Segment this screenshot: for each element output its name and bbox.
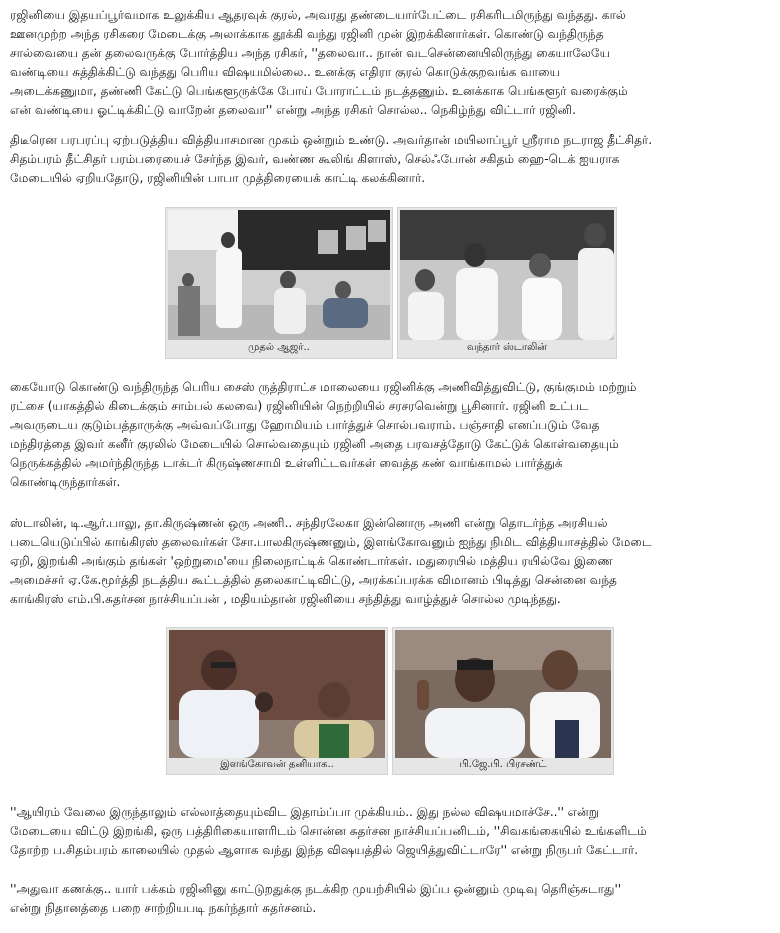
photo-caption-first-arrival: முதல் ஆஜர்.. (248, 342, 310, 353)
photo-elangovan (169, 630, 385, 758)
photo-bjp (395, 630, 611, 758)
photo-caption-stalin: வந்தார் ஸ்டாலின் (467, 342, 547, 353)
photo-card-first-arrival (165, 207, 393, 359)
paragraph-dikshitar: திடீரென பரபரப்பு ஏற்படுத்திய வித்தியாசமான முகம் ஒன்றும் உண்டு. அவர்தான் மயிலாப்பூர் ஸ்ரீராம நடராஜ தீட்சிதர். சிதம்பரம் தீட்சிதர் பரம்பரையைச் சேர்ந்த இவர், வண்ண கூலிங் கிளாஸ், செல்ஃபோன் சகிதம் ஹை-டெக் ஐயராக மேடையில் ஏறியதோடு, ரஜினியின் பாபா முத்திரையைக் காட்டி கலக்கினார். (10, 133, 652, 185)
photo-caption-bjp: பி.ஜே.பி. பிரசண்ட் (459, 759, 547, 770)
paragraph-fan-support: ரஜினியை இதயப்பூர்வமாக உலுக்கிய ஆதரவுக் குரல், அவரது தண்டையார்பேட்டை ரசிகரிடமிருந்து வந்தது. கால் ஊனமுற்ற அந்த ரசிகரை மேடைக்கு அலாக்காக தூக்கி வந்து ரஜினி முன் இறக்கினார்கள். கொண்டு வந்திருந்த சால்வையை தன் தலைவருக்கு போர்த்திய அந்த ரசிகர், ''தலைவா.. நான் வடசென்னையிலிருந்து கையாலேயே வண்டியை சுத்திக்கிட்டு வந்தது பெரிய விஷயமில்லை.. உனக்கு எதிரா குரல் கொடுக்குறவங்க வாயை அடைக்கணுமா, தண்ணி கேட்டு பெங்களூருக்கே போய் போராட்டம் நடத்தணும். உனக்காக பெங்களூர் வரைக்கும் என் வண்டியை ஓட்டிக்கிட்டு வாறேன் தலைவா'' என்று அந்த ரசிகர் சொல்ல.. நெகிழ்ந்து விட்டார் ரஜினி. (10, 8, 628, 117)
paragraph-sudarsanam-quote: ''ஆயிரம் வேலை இருந்தாலும் எல்லாத்தையும்விட இதாம்ப்பா முக்கியம்.. இது நல்ல விஷயமாச்சே..'' என்று மேடையை விட்டு இறங்கி, ஒரு பத்திரிகையாளரிடம் சொன்ன சுதர்சன நாச்சியப்பனிடம், ''சிவகங்கையில் உங்களிடம் தோற்ற ப.சிதம்பரம் காலையில் முதல் ஆளாக வந்து இந்த விஷயத்தில் ஜெயித்துவிட்டாரே'' என்று நிருபர் கேட்டார். (10, 805, 647, 857)
photo-card-bjp (392, 627, 614, 775)
paragraph-rudraksha: கையோடு கொண்டு வந்திருந்த பெரிய சைஸ் ருத்திராட்ச மாலையை ரஜினிக்கு அணிவித்துவிட்டு, குங்குமம் மற்றும் ரட்சை (யாகத்தில் கிடைக்கும் சாம்பல் கலவை) ரஜினியின் நெற்றியில் சரசரவென்று பூசினார். ரஜினி உட்பட அவருடைய குடும்பத்தாருக்கு அவ்வப்போது ஹோமியம் பார்த்துச் சொல்பவராம். பஞ்சாதி எனப்படும் வேத மந்திரத்தை இவர் கனீர் குரலில் மேடையில் சொல்வதையும் ரஜினி அதை பரவசத்தோடு கேட்டுக் கொள்வதையும் நெருக்கத்தில் அமர்ந்திருந்த டாக்டர் கிருஷ்ணசாமி உள்ளிட்டவர்கள் வைத்த கண் வாங்காமல் பார்த்துக் கொண்டிருந்தார்கள். (10, 380, 637, 489)
photo-first-arrival (168, 210, 390, 340)
paragraph-sudarsanam-reply: ''அதுவா கணக்கு.. யார் பக்கம் ரஜினினு காட்டுறதுக்கு நடக்கிற முயற்சியில் இப்ப ஒன்னும் முடிவு தெரிஞ்சுடாது'' என்று நிதானத்தை பறை சாற்றியபடி நகர்ந்தார் சுதர்சனம். (10, 882, 621, 915)
paragraph-politicians: ஸ்டாலின், டி.ஆர்.பாலு, தா.கிருஷ்ணன் ஒரு அணி.. சந்திரலேகா இன்னொரு அணி என்று தொடர்ந்த அரசியல் படையெடுப்பில் காங்கிரஸ் தலைவர்கள் சோ.பாலகிருஷ்ணனும், இளங்கோவனும் ஐந்து நிமிட வித்தியாசத்தில் மேடை ஏறி, இறங்கி அங்கும் தங்கள் 'ஒற்றுமை'யை நிலைநாட்டிக் கொண்டார்கள். மதுரையில் மத்திய ரயில்வே இணை அமைச்சர் ஏ.கே.மூர்த்தி நடத்திய கூட்டத்தில் தலைகாட்டிவிட்டு, அரக்கப்பரக்க விமானம் பிடித்து சென்னை வந்த காங்கிரஸ் எம்.பி.சுதர்சன நாச்சியப்பன் , மதியம்தான் ரஜினியை சந்தித்து வாழ்த்துச் சொல்ல முடிந்தது. (10, 516, 652, 606)
photo-caption-elangovan: இளங்கோவன் தனியாக.. (220, 759, 334, 770)
photo-stalin (400, 210, 614, 340)
photo-card-stalin (397, 207, 617, 359)
photo-card-elangovan (166, 627, 388, 775)
